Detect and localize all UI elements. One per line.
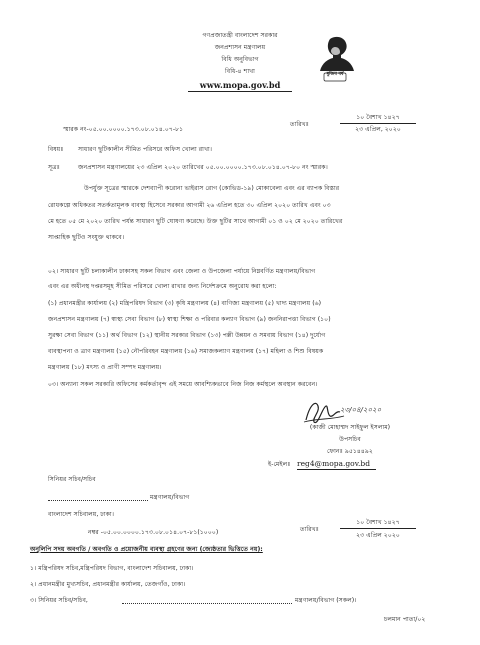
memo-date-label: তারিখঃ — [290, 121, 309, 128]
memo2-date-divider — [340, 528, 416, 529]
copy-item-3-blank — [122, 603, 292, 604]
signatory-designation: উপসচিব — [339, 436, 361, 443]
ministry-list-line-4: ব্যবস্থাপনা ও ত্রাণ মন্ত্রণালয় (১৫) নৌপরিবহন মন্ত্রণালয় (১৬) সমাজকল্যাণ মন্ত্রণালয় (১৭) মহিলা ও শিশু বিষয়ক — [48, 348, 324, 355]
body-intro-line-1: উপর্যুক্ত সূত্রের স্মারকে দেশব্যাপী করোনা ভাইরাস রোগ (কোভিড-১৯) মোকাবেলা এবং এর ব্যাপক বিস্তার — [84, 185, 340, 192]
memo2-date-label: তারিখঃ — [300, 526, 319, 533]
email-label: ই-মেইলঃ — [268, 461, 291, 468]
government-title: গণপ্রজাতন্ত্রী বাংলাদেশ সরকার — [202, 32, 278, 39]
website-link[interactable]: www.mopa.gov.bd — [199, 80, 281, 90]
copy-heading: অনুলিপি সদয় অবগতি / অবগতি ও প্রয়োজনীয় ব্যবস্থা গ্রহণের জন্য (জ্যেষ্ঠতার ভিত্তিতে নয়): — [30, 546, 263, 553]
ministry-list-line-1: (১) প্রধানমন্ত্রীর কার্যালয় (২) মন্ত্রিপরিষদ বিভাগ (৩) কৃষি মন্ত্রণালয় (৪) বাণিজ্য মন্ত্রণালয় (৫) খাদ্য মন্ত্রণালয় (৬) — [48, 300, 322, 307]
memo-number: স্মারক নং-০৫.০০.০০০০.১৭৩.০৮.০১৪.০৭-৮১ — [63, 126, 184, 133]
reference-label: সূত্রঃ — [48, 164, 60, 171]
branch-name: বিধি-৪ শাখা — [225, 68, 255, 75]
memo-date-english: ২৩ এপ্রিল, ২০২০ — [355, 126, 401, 133]
website-underline — [188, 91, 292, 92]
memo2-date-bengali: ১০ বৈশাখ ১৪২৭ — [356, 519, 400, 526]
body-intro-line-4: সাপ্তাহিক ছুটিও সংযুক্ত থাকবে। — [48, 234, 125, 241]
memo2-date-english: ২৩ এপ্রিল ২০২০ — [356, 532, 400, 539]
email-underline — [297, 469, 376, 470]
logo-caption: মুজিব বর্ষ — [326, 72, 344, 77]
signatory-name: (কাজী মোহাম্মদ সাইফুল ইসলাম) — [309, 424, 391, 431]
body-intro-line-2: রোধকল্পে অধিকতর সতর্কতামূলক ব্যবস্থা হিসেবে সরকার আগামী ২৬ এপ্রিল হতে ৩০ এপ্রিল ২০২০ তারিখ এবং ০৩ — [48, 202, 331, 209]
subject-label: বিষয়ঃ — [48, 146, 64, 153]
memo2-number: নম্বর -০৫.০০.০০০০.১৭৩.০৮.০১৪.০৭-৮১(১০০০) — [88, 529, 219, 536]
recipient-ministry-suffix: মন্ত্রণালয়/বিভাগ — [150, 494, 190, 501]
copy-item-2: ২। প্রধানমন্ত্রীর মুখ্যসচিব, প্রধানমন্ত্রীর কার্যালয়, তেজগাঁও, ঢাকা। — [30, 581, 186, 588]
signatory-phone: ফোনঃ ৯৫১৪৪৯২ — [327, 448, 373, 455]
copy-item-1: ১। মন্ত্রিপরিষদ সচিব,মন্ত্রিপরিষদ বিভাগ, বাংলাদেশ সচিবালয়, ঢাকা। — [30, 565, 194, 572]
ministry-list-line-2: জনপ্রশাসন মন্ত্রণালয় (৭) স্বাস্থ্য সেবা বিভাগ (৮) স্বাস্থ্য শিক্ষা ও পরিবার কল্যাণ বিভাগ (৯) জননিরাপত্তা বিভাগ (১০) — [48, 316, 331, 323]
body-para2-line-1: ০২। সাধারণ ছুটি চলাকালীন ঢাকাসহ সকল বিভাগ এবং জেলা ও উপজেলা পর্যায়ে নিম্নবর্ণিত মন্ত্রণালয়/বিভাগ — [48, 268, 316, 275]
continued-page-note: চলমান পাতা/০২ — [384, 616, 426, 623]
body-intro-line-3: মে হতে ০৫ মে ২০২০ তারিখ পর্যন্ত সাধারণ ছুটি ঘোষণা করেছে। উক্ত ছুটির সাথে আগামী ০১ ও ০২ মে ২০২০ তারিখের — [48, 218, 343, 225]
mujib-borsho-logo — [310, 33, 360, 85]
signature-date: ২৩/০৪/২০২০ — [340, 406, 382, 414]
signatory-email[interactable]: reg4@mopa.gov.bd — [297, 459, 371, 468]
recipient-ministry-blank — [48, 500, 148, 501]
memo-date-bengali: ১০ বৈশাখ ১৪২৭ — [356, 114, 400, 121]
ministry-list-line-5: মন্ত্রণালয় (১৮) মৎস্য ও প্রাণী সম্পদ মন্ত্রণালয়। — [48, 364, 162, 371]
subject-text: সাধারণ ছুটিকালীন সীমিত পরিসরে অফিস খোলা রাখা। — [78, 146, 213, 153]
division-name: বিধি অনুবিভাগ — [221, 56, 259, 63]
reference-text: জনপ্রশাসন মন্ত্রণালয়ের ২৩ এপ্রিল ২০২০ তারিখের ০৫.০০.০০০০.১৭৩.০৮.০১৪.০৭-৮০ নং স্মারক। — [78, 164, 328, 171]
ministry-list-line-3: সুরক্ষা সেবা বিভাগ (১১) অর্থ বিভাগ (১২) স্থানীয় সরকার বিভাগ (১৩) পল্লী উন্নয়ন ও সমবায় বিভাগ (১৪) দুর্যোগ — [48, 332, 326, 339]
recipient-address: বাংলাদেশ সচিবালয়, ঢাকা। — [48, 511, 114, 518]
recipient-title: সিনিয়র সচিব/সচিব — [48, 476, 96, 483]
body-para3: ০৩। অন্যান্য সকল সরকারি অফিসের কর্মকর্তাবৃন্দ এই সময়ে আবশ্যিকভাবে নিজ নিজ কর্মস্থলে অবস্থান করবেন। — [48, 381, 318, 388]
copy-item-3-prefix: ৩। সিনিয়র সচিব/সচিব, — [30, 597, 88, 604]
memo-date-divider — [340, 123, 416, 124]
body-para2-line-2: এবং এর অধীনস্থ দপ্তরসমূহ সীমিত পরিসরে খোলা রাখার জন্য নির্দেশক্রমে অনুরোধ করা হলো: — [48, 283, 277, 290]
ministry-name: জনপ্রশাসন মন্ত্রণালয় — [214, 44, 266, 51]
copy-item-3-suffix: মন্ত্রণালয়/বিভাগ (সকল)। — [295, 597, 357, 604]
